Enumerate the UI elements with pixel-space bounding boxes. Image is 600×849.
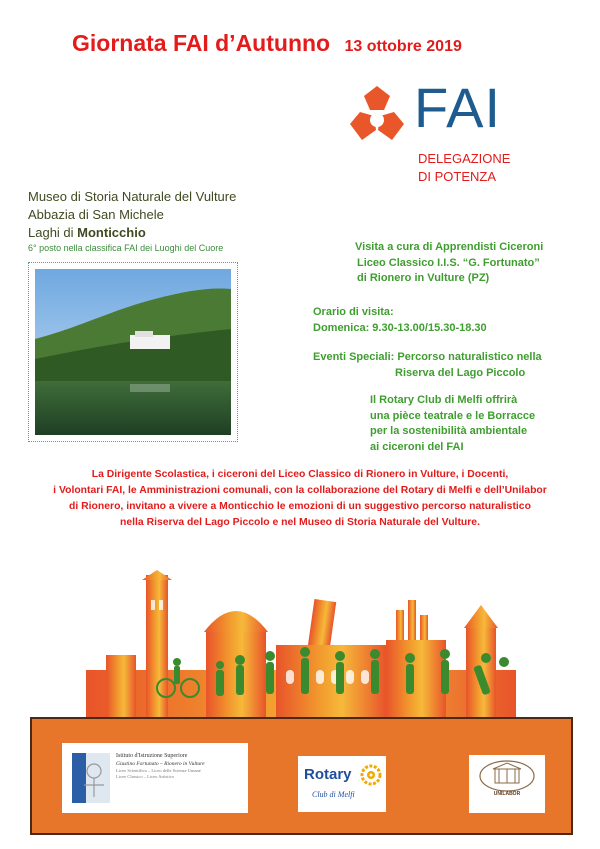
unilabor-emblem-icon xyxy=(477,759,537,793)
skyline-illustration xyxy=(86,570,516,720)
rotary-logo xyxy=(298,756,386,812)
delegation-name xyxy=(418,150,510,186)
place-abbey: Abbazia di San Michele xyxy=(28,207,164,222)
rotary-name: Rotary xyxy=(304,766,352,783)
events-line2: Riserva del Lago Piccolo xyxy=(395,366,526,379)
visit-line3: di Rionero in Vulture (PZ) xyxy=(357,272,490,284)
ranking-note: 6° posto nella classifica FAI dei Luoghi del Cuore xyxy=(28,243,224,253)
invitation-line4: nella Riserva del Lago Piccolo e nel Museo di Storia Naturale del Vulture. xyxy=(120,517,480,528)
school-logo xyxy=(62,743,248,813)
school-line3: Liceo Scientifico – Liceo delle Scienze Umane xyxy=(116,768,201,773)
school-text xyxy=(116,753,205,780)
fai-logo-icon xyxy=(346,84,408,146)
delegation-line1: DELEGAZIONE xyxy=(418,151,511,166)
school-line2: Giustino Fortunato – Rionero in Vulture xyxy=(116,760,205,767)
rotary-club: Club di Melfi xyxy=(312,790,355,799)
schedule-hours: Domenica: 9.30-13.00/15.30-18.30 xyxy=(313,321,487,334)
special-events xyxy=(313,350,593,381)
place-lakes-prefix: Laghi di xyxy=(28,225,78,240)
unilabor-logo xyxy=(469,755,545,813)
lake-photo xyxy=(28,262,238,442)
schedule-label: Orario di visita: xyxy=(313,306,394,318)
rotary-wheel-icon xyxy=(360,764,382,786)
rotary-offer xyxy=(370,393,595,455)
event-date: 13 ottobre 2019 xyxy=(344,38,462,55)
rotary-offer-line4: ai ciceroni del FAI xyxy=(370,440,464,453)
rotary-offer-line1: Il Rotary Club di Melfi offrirà xyxy=(370,394,518,406)
page-title xyxy=(72,30,462,57)
events-line1: Eventi Speciali: Percorso naturalistico nella xyxy=(313,351,542,363)
school-line1: Istituto d'Istruzione Superiore xyxy=(116,753,188,759)
title-text: Giornata FAI d’Autunno xyxy=(72,30,331,56)
rotary-offer-line3: per la sostenibilità ambientale xyxy=(370,425,528,437)
sponsor-panel xyxy=(30,717,573,835)
fai-wordmark: FAI xyxy=(414,76,502,139)
schedule xyxy=(313,305,593,336)
visit-line1: Visita a cura di Apprendisti Ciceroni xyxy=(355,241,544,253)
visit-line2: Liceo Classico I.I.S. “G. Fortunato” xyxy=(357,256,540,269)
unilabor-name: UNILABOR xyxy=(493,791,521,797)
place-lakes xyxy=(28,224,236,242)
places-list xyxy=(28,188,236,242)
invitation-line2: i Volontari FAI, le Amministrazioni comunali, con la collaborazione del Rotary di Melfi e dell’Unilabor xyxy=(53,485,547,496)
place-museum: Museo di Storia Naturale del Vulture xyxy=(28,189,237,204)
school-emblem-icon xyxy=(70,749,112,807)
place-lakes-bold: Monticchio xyxy=(77,225,146,240)
delegation-line2: DI POTENZA xyxy=(418,169,497,184)
invitation-line3: di Rionero, invitano a vivere a Monticchio le emozioni di un suggestivo percorso naturalistico xyxy=(69,501,531,512)
rotary-offer-line2: una pièce teatrale e le Borracce xyxy=(370,409,536,422)
visit-info xyxy=(355,240,595,287)
invitation-line1: La Dirigente Scolastica, i ciceroni del Liceo Classico di Rionero in Vulture, i Docenti, xyxy=(91,469,509,480)
invitation-paragraph xyxy=(20,467,580,531)
school-line4: Liceo Classico – Liceo Artistico xyxy=(116,774,174,779)
